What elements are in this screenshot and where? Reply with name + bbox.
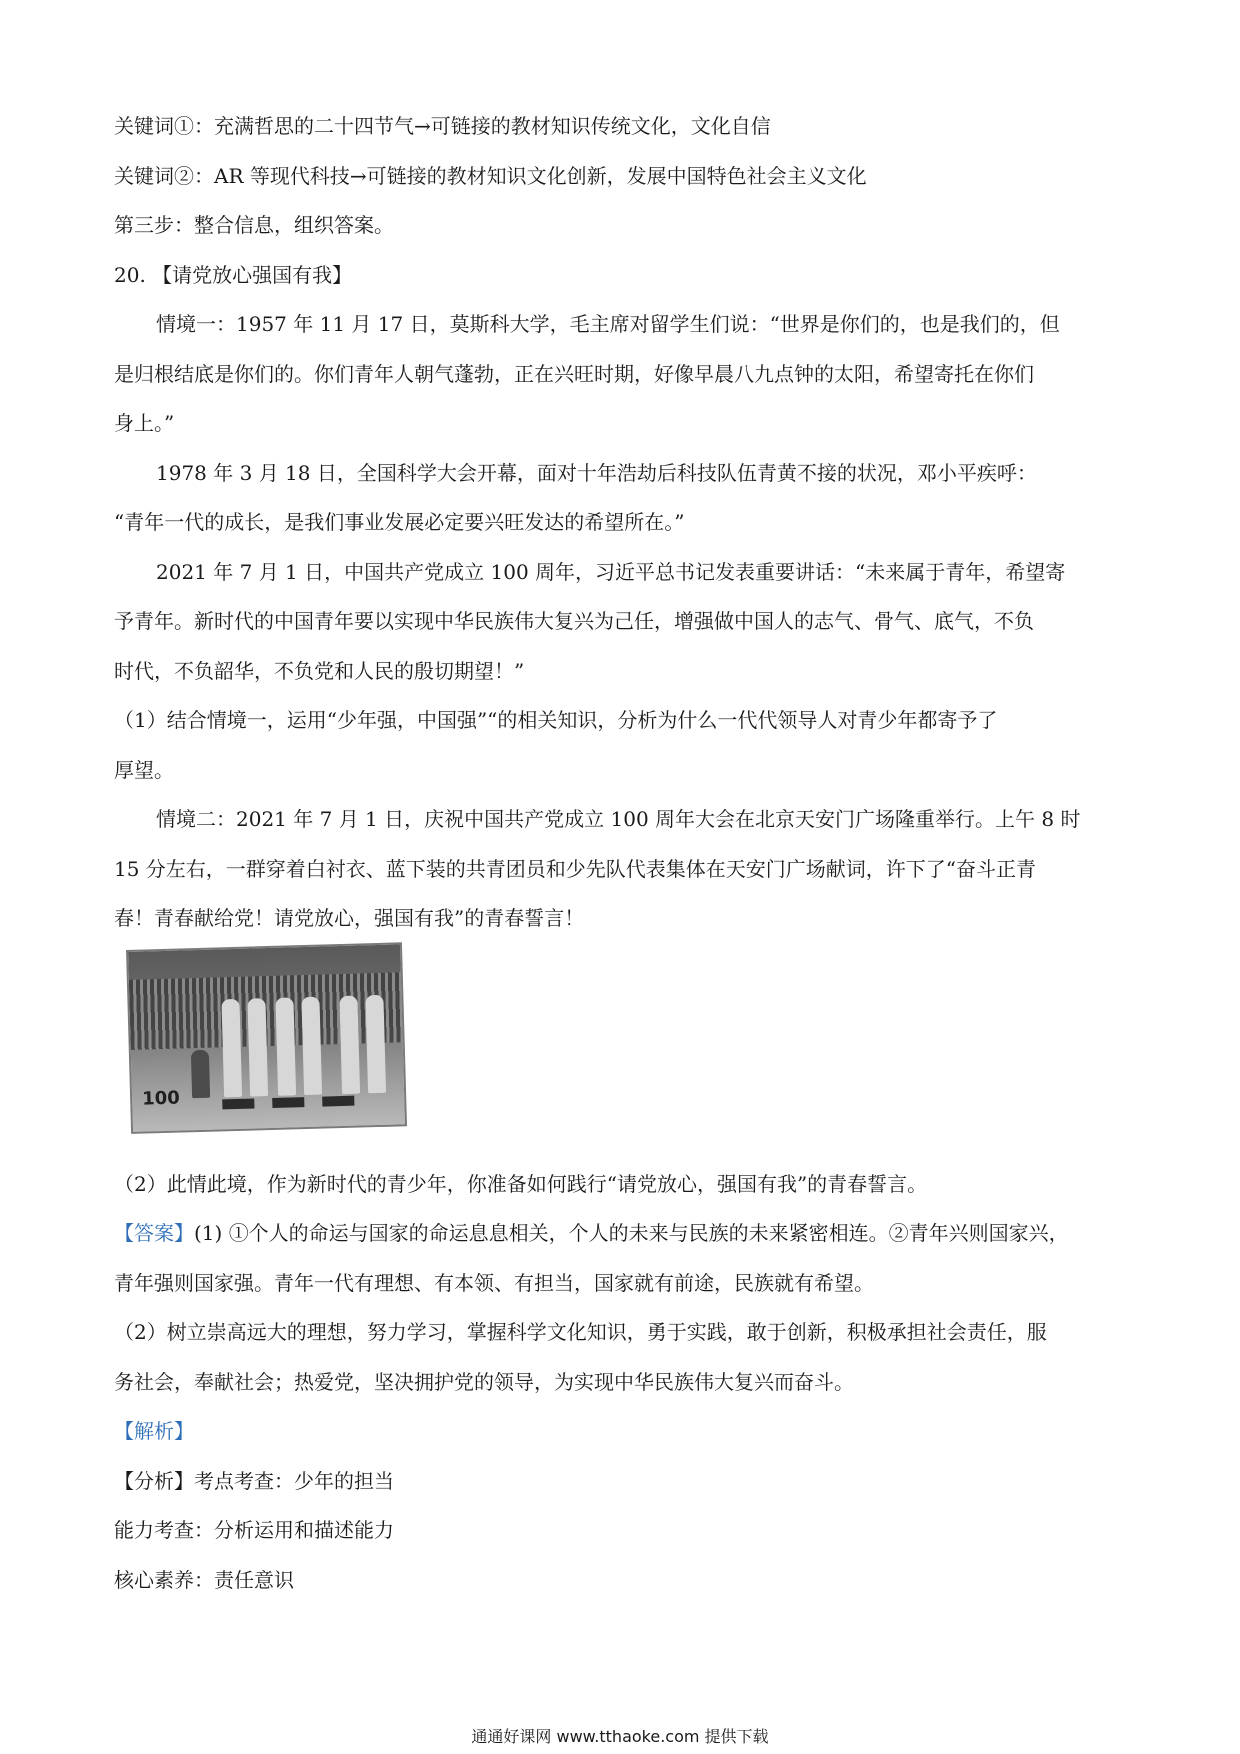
ceremony-photo (126, 942, 407, 1134)
photo-figure (301, 996, 322, 1094)
analysis-literacy: 核心素养：责任意识 (114, 1567, 294, 1592)
sub-question-1-line-1: （1）结合情境一，运用“少年强，中国强”“的相关知识，分析为什么一代代领导人对青少年都寄予了 (114, 708, 998, 732)
answer-line-1-text: (1) ①个人的命运与国家的命运息息相关，个人的未来与民族的未来紧密相连。②青年兴则国家兴， (194, 1221, 1069, 1245)
photo-figure (221, 998, 242, 1096)
photo-figure (191, 1049, 210, 1097)
photo-figure (247, 998, 268, 1096)
scenario-two-line-3: 春！青春献给党！请党放心，强国有我”的青春誓言！ (114, 906, 585, 930)
sub-question-1-line-2: 厚望。 (114, 757, 174, 782)
step-three-line: 第三步：整合信息，组织答案。 (114, 213, 394, 237)
photo-figure (339, 995, 360, 1093)
answer-line-2: 青年强则国家强。青年一代有理想、有本领、有担当，国家就有前途，民族就有希望。 (114, 1270, 874, 1295)
document-content (114, 102, 1130, 1605)
scenario-one-line-1: 情境一：1957 年 11 月 17 日，莫斯科大学，毛主席对留学生们说：“世界是你们的，也是我们的，但 (156, 312, 1060, 336)
scenario-one-line-2: 是归根结底是你们的。你们青年人朝气蓬勃，正在兴旺时期，好像早晨八九点钟的太阳，希望寄托在你们 (114, 361, 1034, 386)
footer-watermark: 通通好课网 www.tthaoke.com 提供下载 (471, 1727, 769, 1746)
answer-label: 【答案】 (114, 1221, 194, 1245)
ceremony-photo-container (126, 950, 1130, 1150)
sub-question-2: （2）此情此境，作为新时代的青少年，你准备如何践行“请党放心，强国有我”的青春誓言。 (114, 1171, 928, 1196)
scenario-two-line-1: 情境二：2021 年 7 月 1 日，庆祝中国共产党成立 100 周年大会在北京天安门广场隆重举行。上午 8 时 (156, 807, 1081, 831)
scenario-one-line-4: 1978 年 3 月 18 日，全国科学大会开幕，面对十年浩劫后科技队伍青黄不接的状况，邓小平疾呼： (156, 460, 1037, 485)
scenario-one-line-6: 2021 年 7 月 1 日，中国共产党成立 100 周年，习近平总书记发表重要讲话：“未来属于青年，希望寄 (156, 559, 1066, 584)
keyword-line-1: 关键词①：充满哲思的二十四节气→可链接的教材知识传统文化，文化自信 (114, 114, 771, 138)
photo-stand (222, 1098, 254, 1109)
scenario-one-line-3: 身上。” (114, 411, 175, 435)
keyword-line-2: 关键词②：AR 等现代科技→可链接的教材知识文化创新，发展中国特色社会主义文化 (114, 163, 867, 188)
answer-line-1 (114, 1209, 1130, 1259)
analysis-label: 【解析】 (114, 1419, 194, 1443)
answer-line-3: （2）树立崇高远大的理想，努力学习，掌握科学文化知识，勇于实践，敢于创新，积极承担社会责任，服 (114, 1320, 1047, 1344)
scenario-two-line-2: 15 分左右，一群穿着白衬衣、蓝下装的共青团员和少先队代表集体在天安门广场献词，许下了“奋斗正青 (114, 856, 1037, 881)
scenario-one-line-8: 时代，不负韶华，不负党和人民的殷切期望！” (114, 658, 525, 683)
answer-line-4: 务社会，奉献社会；热爱党，坚决拥护党的领导，为实现中华民族伟大复兴而奋斗。 (114, 1369, 854, 1394)
scenario-one-line-7: 予青年。新时代的中国青年要以实现中华民族伟大复兴为己任，增强做中国人的志气、骨气、底气，不负 (114, 609, 1034, 633)
question-title: 20. 【请党放心强国有我】 (114, 262, 353, 287)
photo-stand (272, 1097, 304, 1108)
photo-figure (365, 994, 386, 1092)
photo-stand (322, 1095, 354, 1106)
photo-figure (275, 997, 296, 1095)
analysis-ability: 能力考查：分析运用和描述能力 (114, 1518, 394, 1542)
analysis-topic: 【分析】考点考查：少年的担当 (114, 1468, 394, 1493)
photo-number-100: 100 (141, 1087, 181, 1110)
scenario-one-line-5: “青年一代的成长，是我们事业发展必定要兴旺发达的希望所在。” (114, 510, 685, 534)
